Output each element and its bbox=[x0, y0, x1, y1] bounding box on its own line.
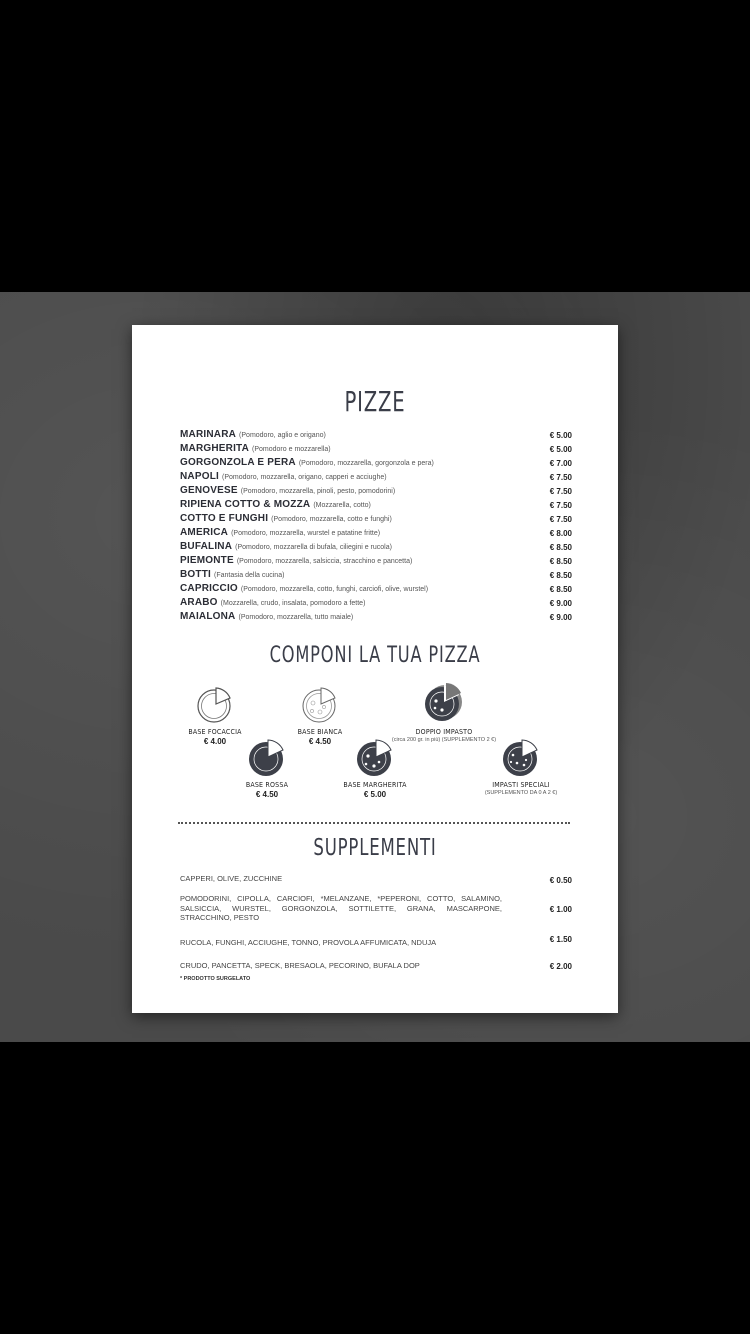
pizza-name: MARGHERITA bbox=[180, 443, 250, 454]
pizza-description: (Pomodoro, mozzarella, wurstel e patatine fritte) bbox=[231, 530, 381, 537]
pizza-row bbox=[180, 611, 572, 625]
option-label: BASE MARGHERITA bbox=[343, 781, 407, 789]
supplemento-text: CRUDO, PANCETTA, SPECK, BRESAOLA, PECORINO, BUFALA DOP bbox=[180, 961, 420, 970]
supplemento-text: CAPPERI, OLIVE, ZUCCHINE bbox=[180, 874, 283, 883]
pizza-description: (Pomodoro, mozzarella di bufala, ciliegini e rucola) bbox=[235, 544, 392, 551]
pizza-row bbox=[180, 485, 572, 499]
pizza-description: (Pomodoro e mozzarella) bbox=[252, 446, 331, 453]
pizza-description: (Pomodoro, mozzarella, cotto e funghi) bbox=[271, 516, 392, 523]
supplemento-price: € 1.50 bbox=[549, 935, 572, 944]
option-note: (circa 200 gr. in più) (SUPPLEMENTO 2 €) bbox=[391, 737, 497, 743]
pizza-row bbox=[180, 555, 572, 569]
supplementi-list bbox=[180, 874, 572, 975]
option-price: € 5.00 bbox=[363, 790, 387, 799]
pizza-name: AMERICA bbox=[180, 527, 229, 538]
option-label: IMPASTI SPECIALI bbox=[492, 781, 550, 789]
pizza-description: (Pomodoro, mozzarella, gorgonzola e pera) bbox=[298, 460, 434, 467]
pizza-price: € 7.50 bbox=[549, 501, 572, 510]
pizza-description: (Fantasia della cucina) bbox=[214, 572, 285, 579]
option-label: DOPPIO IMPASTO bbox=[415, 728, 473, 736]
pizza-price: € 9.00 bbox=[549, 613, 572, 622]
option-label: BASE ROSSA bbox=[245, 781, 289, 789]
pizza-row bbox=[180, 513, 572, 527]
pizza-name: GENOVESE bbox=[180, 485, 238, 496]
pizza-double-icon bbox=[422, 681, 466, 725]
pizza-price: € 7.00 bbox=[549, 459, 572, 468]
pizza-row bbox=[180, 527, 572, 541]
pizza-margherita-icon bbox=[354, 736, 396, 778]
pizza-description: (Pomodoro, mozzarella, pinoli, pesto, pomodorini) bbox=[240, 488, 396, 495]
option-doppio-impasto bbox=[389, 681, 499, 744]
option-price: € 4.50 bbox=[308, 737, 332, 746]
pizza-description: (Pomodoro, aglio e origano) bbox=[239, 432, 326, 439]
supplemento-text: RUCOLA, FUNGHI, ACCIUGHE, TONNO, PROVOLA AFFUMICATA, NDUJA bbox=[180, 938, 437, 947]
supplemento-row bbox=[180, 874, 572, 894]
pizza-price: € 7.50 bbox=[549, 515, 572, 524]
dotted-divider bbox=[178, 822, 570, 824]
pizza-outline-icon bbox=[195, 685, 235, 725]
supplemento-price: € 1.00 bbox=[549, 905, 572, 914]
pizza-description: (Mozzarella, cotto) bbox=[313, 502, 371, 509]
pizza-price: € 5.00 bbox=[549, 431, 572, 440]
option-label: BASE BIANCA bbox=[297, 728, 343, 736]
pizze-title: PIZZE bbox=[344, 385, 406, 418]
option-note: (SUPPLEMENTO DA 0 A 2 €) bbox=[484, 790, 558, 796]
option-label: BASE FOCACCIA bbox=[188, 728, 242, 736]
pizza-row bbox=[180, 443, 572, 457]
pizza-description: (Pomodoro, mozzarella, salsiccia, stracchino e pancetta) bbox=[236, 558, 413, 565]
pizza-name: ARABO bbox=[180, 597, 218, 608]
pizza-name: MARINARA bbox=[180, 429, 237, 440]
pizza-row bbox=[180, 541, 572, 555]
pizza-rossa-icon bbox=[246, 736, 288, 778]
pizza-row bbox=[180, 583, 572, 597]
pizza-name: PIEMONTE bbox=[180, 555, 234, 566]
option-base-rossa bbox=[212, 736, 322, 799]
componi-title: COMPONI LA TUA PIZZA bbox=[269, 643, 481, 668]
option-base-margherita bbox=[320, 736, 430, 799]
pizza-name: GORGONZOLA E PERA bbox=[180, 457, 296, 468]
pizza-row bbox=[180, 471, 572, 485]
supplemento-row bbox=[180, 935, 572, 961]
supplemento-text: POMODORINI, CIPOLLA, CARCIOFI, *MELANZANE, *PEPERONI, COTTO, SALAMINO, SALSICCIA, WURSTEL, GORGONZOLA, SOTTILETTE, GRANA, MASCARPONE, STRACCHINO, PESTO bbox=[180, 894, 502, 922]
pizza-row bbox=[180, 499, 572, 513]
pizza-speciali-icon bbox=[500, 736, 542, 778]
pizza-row bbox=[180, 429, 572, 443]
pizza-description: (Mozzarella, crudo, insalata, pomodoro a fette) bbox=[220, 600, 366, 607]
pizza-price: € 8.50 bbox=[549, 543, 572, 552]
menu-sheet bbox=[132, 325, 618, 1013]
pizza-name: MAIALONA bbox=[180, 611, 236, 622]
pizza-name: CAPRICCIO bbox=[180, 583, 238, 594]
pizza-row bbox=[180, 457, 572, 471]
supplemento-row bbox=[180, 961, 572, 975]
pizza-bianca-icon bbox=[300, 685, 340, 725]
pizza-price: € 5.00 bbox=[549, 445, 572, 454]
option-price: € 4.50 bbox=[255, 790, 279, 799]
pizza-price: € 8.50 bbox=[549, 557, 572, 566]
pizza-name: COTTO E FUNGHI bbox=[180, 513, 269, 524]
supplemento-price: € 0.50 bbox=[549, 876, 572, 885]
pizza-row bbox=[180, 597, 572, 611]
supplemento-row bbox=[180, 894, 572, 938]
pizza-price: € 7.50 bbox=[549, 473, 572, 482]
pizza-price: € 8.50 bbox=[549, 585, 572, 594]
pizza-price: € 8.00 bbox=[549, 529, 572, 538]
pizze-list bbox=[180, 429, 572, 625]
pizza-row bbox=[180, 569, 572, 583]
pizza-name: NAPOLI bbox=[180, 471, 219, 482]
pizza-name: BUFALINA bbox=[180, 541, 233, 552]
pizza-description: (Pomodoro, mozzarella, cotto, funghi, carciofi, olive, wurstel) bbox=[240, 586, 429, 593]
pizza-name: BOTTI bbox=[180, 569, 211, 580]
option-price: € 4.00 bbox=[203, 737, 227, 746]
pizza-price: € 8.50 bbox=[549, 571, 572, 580]
pizza-name: RIPIENA COTTO & MOZZA bbox=[180, 499, 311, 510]
footnote: * PRODOTTO SURGELATO bbox=[180, 976, 251, 982]
pizza-price: € 7.50 bbox=[549, 487, 572, 496]
pizza-description: (Pomodoro, mozzarella, origano, capperi e acciughe) bbox=[221, 474, 387, 481]
pizza-description: (Pomodoro, mozzarella, tutto maiale) bbox=[238, 614, 354, 621]
pizza-price: € 9.00 bbox=[549, 599, 572, 608]
supplemento-price: € 2.00 bbox=[549, 962, 572, 971]
supplementi-title: SUPPLEMENTI bbox=[313, 835, 437, 861]
option-impasti-speciali bbox=[466, 736, 576, 797]
